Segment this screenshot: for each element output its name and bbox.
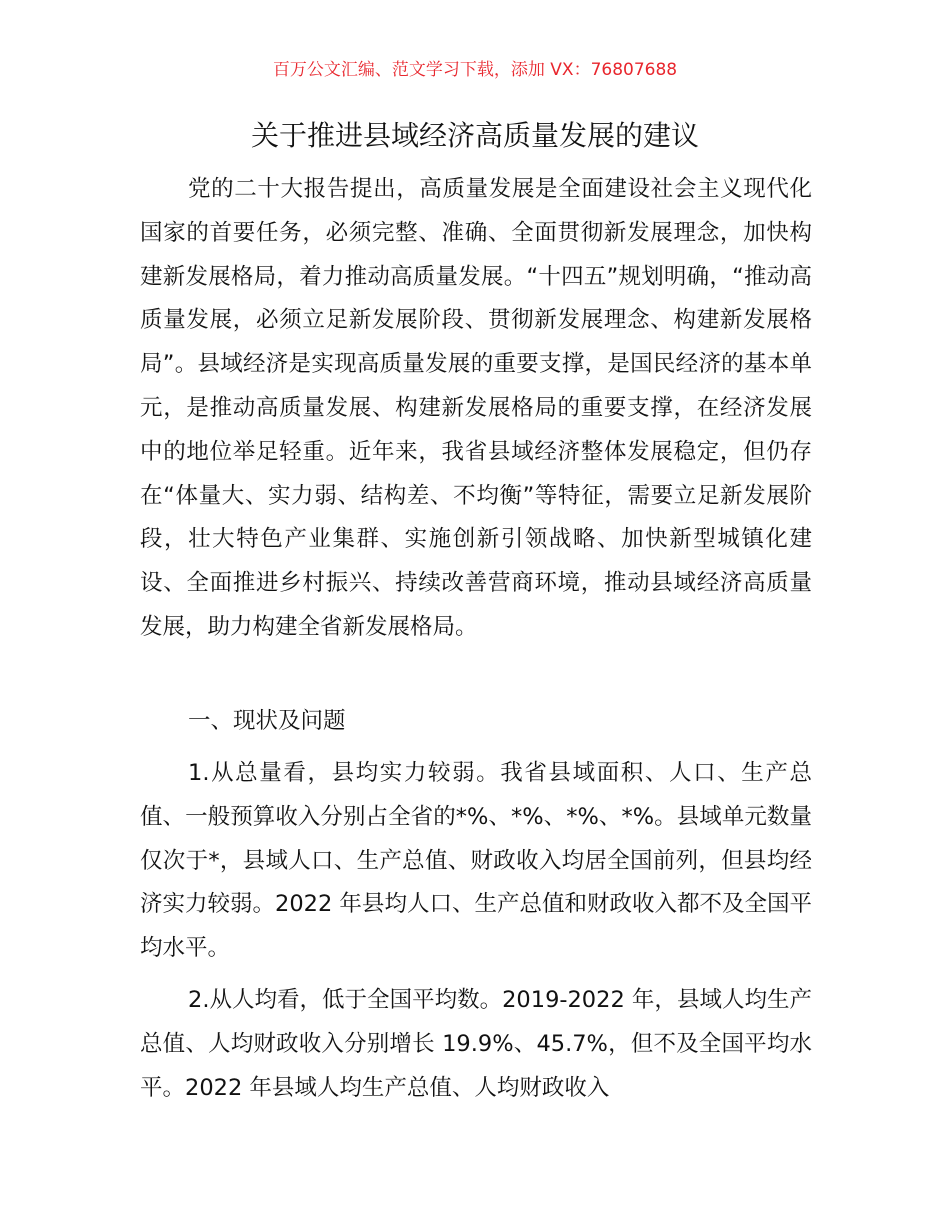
intro-paragraph: 党的二十大报告提出，高质量发展是全面建设社会主义现代化国家的首要任务，必须完整、准确、全面贯彻新发展理念，加快构建新发展格局，着力推动高质量发展。“十四五”规划明确，“推动高质量发展，必须立足新发展阶段、贯彻新发展理念、构建新发展格局”。县域经济是实现高质量发展的重要支撑，是国民经济的基本单元，是推动高质量发展、构建新发展格局的重要支撑，在经济发展中的地位举足轻重。近年来，我省县域经济整体发展稳定，但仍存在“体量大、实力弱、结构差、不均衡”等特征，需要立足新发展阶段，壮大特色产业集群、实施创新引领战略、加快新型城镇化建设、全面推进乡村振兴、持续改善营商环境，推动县域经济高质量发展，助力构建全省新发展格局。 [140,176,812,640]
document-title: 关于推进县域经济高质量发展的建议 [250,119,699,152]
paragraph-item-2: 2.从人均看，低于全国平均数。2019-2022 年，县域人均生产总值、人均财政收入分别增长 19.9%、45.7%，但不及全国平均水平。2022 年县域人均生产总值、人均财政收入 [140,987,812,1101]
paragraph-item-1: 1.从总量看，县均实力较弱。我省县域面积、人口、生产总值、一般预算收入分别占全省的*%、*%、*%、*%。县域单元数量仅次于*，县域人口、生产总值、财政收入均居全国前列，但县均经济实力较弱。2022 年县均人口、生产总值和财政收入都不及全国平均水平。 [140,760,812,962]
section-heading: 一、现状及问题 [188,708,346,734]
watermark-banner: 百万公文汇编、范文学习下载，添加 VX：76807688 [272,60,678,80]
